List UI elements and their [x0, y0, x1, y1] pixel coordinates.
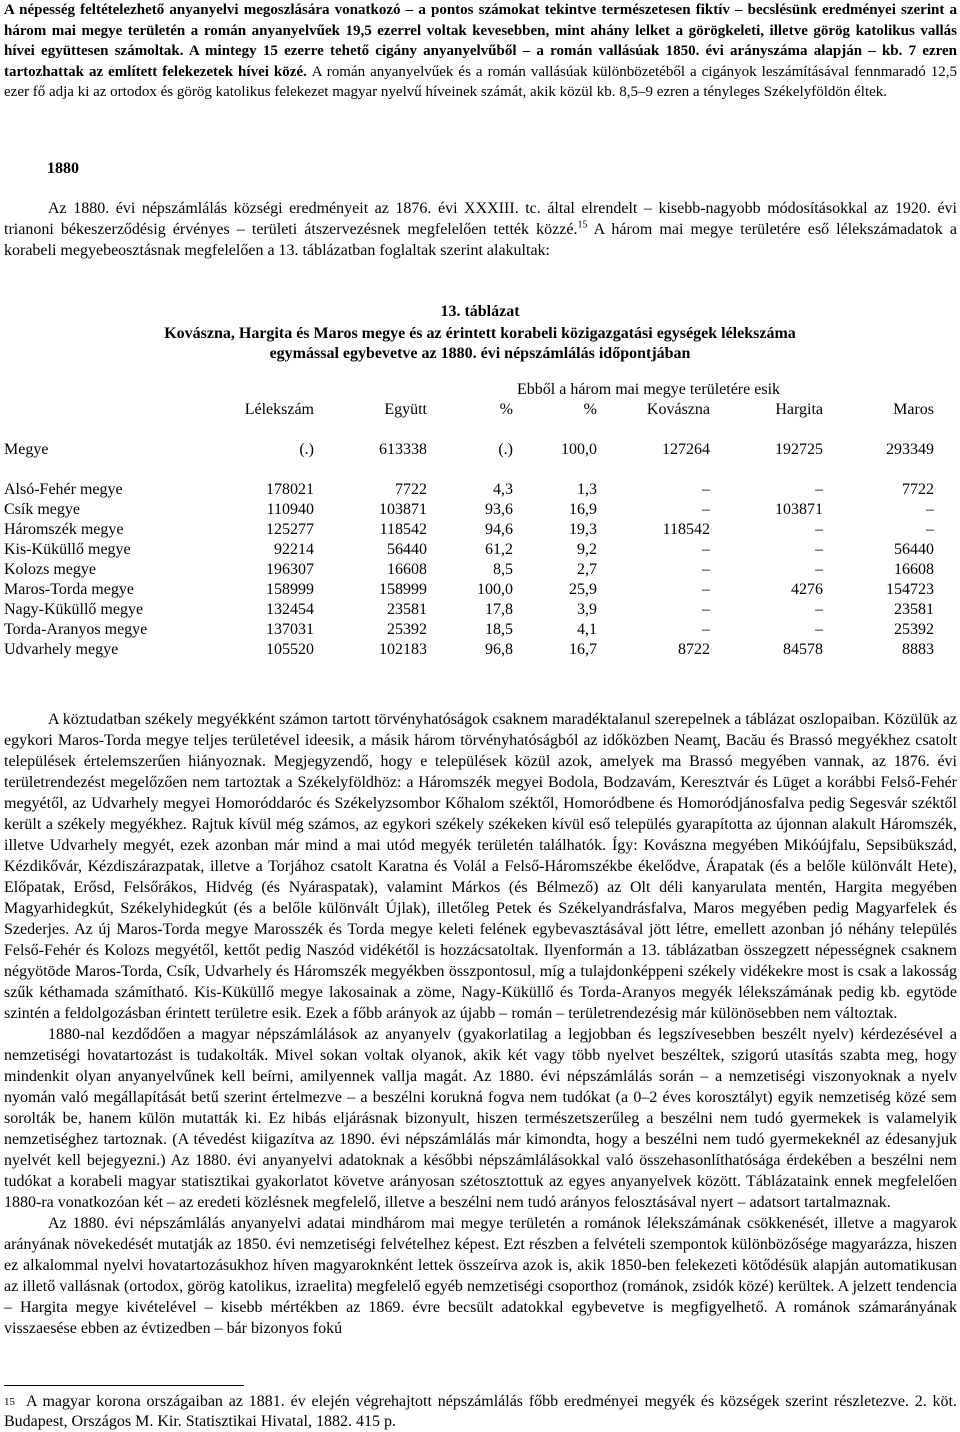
table-cell: –: [702, 561, 710, 578]
table-number: 13. táblázat: [440, 303, 520, 320]
intro-text-regular: A román anyanyelvűek és a román vallásúak különbözetéből a cigányok leszámításával fennmaradó 12,5 ezer fő adja ki az ortodox és görög katolikus felekezet magyar nyelvű híveinek számát, akik közül kb. 8,5–9 ezren a tényleges Székelyföldön éltek.: [4, 63, 957, 100]
table-row: [4, 540, 934, 560]
table-cell: –: [702, 501, 710, 518]
row-label: Alsó-Fehér megye: [4, 481, 123, 498]
row-spacer: [4, 420, 934, 440]
table-cell: 100,0: [477, 581, 513, 598]
table-cell: 23581: [387, 601, 427, 618]
table-cell: 2,7: [577, 561, 597, 578]
table-cell: 137031: [266, 621, 314, 638]
table-cell: 94,6: [485, 521, 513, 538]
table-cell: 105520: [266, 641, 314, 658]
footnote-text: A magyar korona országaiban az 1881. év elején végrehajtott népszámlálás főbb eredményei megyék és községek szerint részletezve. 2. köt. Budapest, Országos M. Kir. Statisztikai Hivatal, 1882. 415 p.: [4, 1393, 957, 1430]
table-title-line2: egymással egybevetve az 1880. évi népszámlálás időpontjában: [269, 345, 691, 362]
table-cell: 118542: [662, 521, 710, 538]
table-cell: 96,8: [485, 641, 513, 658]
table-cell: 110940: [266, 501, 314, 518]
table-cell: 8,5: [493, 561, 513, 578]
table-cell: 178021: [266, 481, 314, 498]
table-cell: 8883: [902, 641, 934, 658]
section-text-continued: A három mai megye területére eső lélekszámadatok a korabeli megyebeosztásnak megfelelően a 13. táblázatban foglaltak szerint alakultak:: [4, 221, 957, 259]
table-cell: 9,2: [577, 541, 597, 558]
row-label: Kis-Küküllő megye: [4, 541, 131, 558]
table-cell: 127264: [662, 441, 710, 458]
table-cell: 158999: [266, 581, 314, 598]
column-header: %: [499, 401, 513, 418]
table-cell: –: [926, 521, 934, 538]
table-cell: 61,2: [485, 541, 513, 558]
table-title: [0, 324, 960, 364]
table-row: [4, 640, 934, 660]
column-header: Hargita: [775, 401, 823, 418]
table-cell: 4,1: [577, 621, 597, 638]
table-cell: –: [815, 561, 823, 578]
table-cell: 102183: [379, 641, 427, 658]
body-text: [4, 709, 957, 1339]
header-blank: [4, 400, 222, 420]
table-body: [4, 420, 934, 660]
row-label: Nagy-Küküllő megye: [4, 601, 144, 618]
table-cell: 4,3: [493, 481, 513, 498]
table-cell: 103871: [379, 501, 427, 518]
row-label: Kolozs megye: [4, 561, 96, 578]
table-cell: 3,9: [577, 601, 597, 618]
table-cell: (.): [498, 441, 513, 458]
table-cell: 56440: [387, 541, 427, 558]
row-label: Maros-Torda megye: [4, 581, 134, 598]
table-cell: 103871: [775, 501, 823, 518]
table-column-header-row: [4, 400, 934, 420]
table-cell: 154723: [886, 581, 934, 598]
column-header: Kovászna: [646, 401, 710, 418]
table-cell: –: [702, 581, 710, 598]
table-cell: –: [702, 601, 710, 618]
table-row: [4, 560, 934, 580]
table-row: [4, 580, 934, 600]
row-spacer: [4, 460, 934, 480]
table-group-header-row: [4, 380, 934, 400]
table-row: [4, 520, 934, 540]
table-row: [4, 620, 934, 640]
table-cell: 25,9: [569, 581, 597, 598]
table-cell: 613338: [379, 441, 427, 458]
table-cell: 158999: [379, 581, 427, 598]
table-cell: 192725: [775, 441, 823, 458]
table-cell: 84578: [783, 641, 823, 658]
table-cell: 293349: [886, 441, 934, 458]
table-cell: –: [815, 621, 823, 638]
table-cell: 25392: [387, 621, 427, 638]
table-cell: –: [702, 481, 710, 498]
table-cell: 56440: [894, 541, 934, 558]
body-paragraph-1: A köztudatban székely megyékként számon tartott törvényhatóságok csaknem maradéktalanul szerepelnek a táblázat oszlopaiban. Közülük az egykori Maros-Torda megye teljes területével ideesik, a másik három törvényhatóságból az időközben Neamţ, Bacău és Brassó megyékhez csatolt települések értelemszerűen hiányoznak. Megjegyzendő, hogy e települések közül azok, amelyek ma Brassó megyében vannak, az 1876. évi területrendezést megelőzően nem tartoztak a Székelyföldhöz: a Háromszék megyei Bodola, Bodzavám, Keresztvár és Lüget a korábbi Felső-Fehér megyétől, az Udvarhely megyei Homoróddaróc és Székelyzsombor Kőhalom széktől, Homoródbene és Homoródjánosfalva pedig Segesvár széktől került a székely megyékhez. Rajtuk kívül még számos, az egykori székely székeken kívül eső település gyarapította az újonnan alakult Háromszék, illetve Udvarhely megyét, ezek azonban már mind a mai utód megyék területén találhatók. Így: Kovászna megyében Mikóújfalu, Sepsibükszád, Kézdikővár, Kézdiszárazpatak, illetve a Torjához csatolt Karatna és Volál a Felső-Háromszékbe ékelődve, Árapatak (és a belőle különvált Hete), Előpatak, Erősd, Felsőrákos, Hidvég (és Nyáraspatak), valamint Márkos (és Bélmező) az Olt déli kanyarulata mentén, Hargita megyében Magyarhidegkút, Székelyhidegkút (és a belőle különvált Újlak), illetőleg Petek és Székelyandrásfalva, Maros megyében pedig Magyarfelek és Szederjes. Az új Maros-Torda megye Marosszék és Torda megye keleti felének egybevasztásával jött létre, emellett azonban jó néhány település Felső-Fehér és Kolozs megyétől, kettőt pedig Naszód vidékétől is hozzácsatoltak. Ilyenformán a 13. táblázatban összegzett népességnek csaknem négyötöde Maros-Torda, Csík, Udvarhely és Háromszék megyékben összpontosul, míg a tulajdonképpeni székely vidékekre most is csak a lakosság szűk kéthamada számítható. Kis-Küküllő megye lakosainak a zöme, Nagy-Küküllő és Torda-Aranyos megyék lélekszámának pedig kb. egytöde szintén a feldolgozásban érintett területre esik. Ezek a főbb arányok az újabb – román – területrendezésig már különösebben nem változtak.: [4, 711, 957, 1022]
table-cell: 118542: [379, 521, 427, 538]
footnote-reference[interactable]: 15: [577, 219, 588, 231]
row-label: Torda-Aranyos megye: [4, 621, 148, 638]
table-cell: 25392: [894, 621, 934, 638]
table-cell: 18,5: [485, 621, 513, 638]
table-cell: –: [702, 541, 710, 558]
table-cell: 8722: [678, 641, 710, 658]
table-cell: –: [815, 521, 823, 538]
row-label: Csík megye: [4, 501, 80, 518]
column-header: %: [583, 401, 597, 418]
table-cell: –: [702, 621, 710, 638]
table-cell: 7722: [395, 481, 427, 498]
row-label: Megye: [4, 441, 49, 458]
table-cell: –: [815, 481, 823, 498]
intro-paragraph: [4, 0, 957, 103]
row-label: Háromszék megye: [4, 521, 124, 538]
table-cell: 4276: [791, 581, 823, 598]
table-cell: 100,0: [561, 441, 597, 458]
table-cell: 7722: [902, 481, 934, 498]
table-row: [4, 500, 934, 520]
table-cell: (.): [299, 441, 314, 458]
table-row: [4, 480, 934, 500]
section-heading: 1880: [47, 160, 79, 177]
table-total-row: [4, 440, 934, 460]
table-cell: 16,9: [569, 501, 597, 518]
body-paragraph-2: 1880-nal kezdődően a magyar népszámlálások az anyanyelv (gyakorlatilag a legjobban és legszívesebben beszélt nyelv) kérdezésével a nemzetiségi hovatartozást is tudakolták. Mivel sokan voltak olyanok, akik két vagy több nyelvet beszéltek, szigorú utasítás szabta meg, hogy mindenkit olyan anyanyelvűnek kell beírni, amilyennek vallja magát. Az 1880. évi népszámlálás során – a nemzetiségi viszonyoknak a nyelv nyomán való megállapítását betű szerint értelmezve – a beszélni korukná fogva nem tudókat (a 0–2 éves korosztályt) egyik nemzetiség közé sem sorolták be, hanem külön mutatták ki. Ez hibás eljárásnak bizonyult, hiszen természetszerűleg a beszélni nem tudó gyermekek is valamelyik nemzetiséghez tartoznak. (A tévedést kiigazítva az 1890. évi népszámlálás már kimondta, hogy a beszélni nem tudó gyermekeknél az édesanyjuk nyelvét kell bejegyezni.) Az 1880. évi anyanyelvi adatoknak a későbbi népszámlálásokkal való összehasonlíthatósága érdekében a beszélni nem tudókat a korabeli magyar statisztikai gyakorlatot követve arányosan szétosztottuk az egyes anyanyelvek között. Táblázataink ennek megfelelően 1880-ra vonatkozóan két – az eredeti közlésnek megfelelő, illetve a beszélni nem tudó arányos felosztásával nyert – adatsort tartalmaznak.: [4, 1026, 957, 1211]
table-cell: 196307: [266, 561, 314, 578]
footnote-divider: [4, 1385, 244, 1386]
table-cell: –: [815, 541, 823, 558]
footnote: [4, 1392, 957, 1432]
intro-text-bold: A népesség feltételezhető anyanyelvi megoszlására vonatkozó – a pontos számokat tekintve természetesen fiktív – becslésünk eredményei szerint a három mai megye területén a román anyanyelvűek 19,5 ezerrel voltak kevesebben, mint ahány lelket a görögkeleti, illetve görög katolikus vallás hívei együttesen számoltak. A mintegy 15 ezerre tehető cigány anyanyelvűből – a román vallásúak 1850. évi arányszáma alapján – kb. 7 ezren tartozhattak az említett felekezetek hívei közé.: [4, 2, 957, 80]
table-cell: 17,8: [485, 601, 513, 618]
table-cell: –: [926, 501, 934, 518]
table-cell: 1,3: [577, 481, 597, 498]
group-header: Ebből a három mai megye területére esik: [517, 381, 781, 398]
table-cell: 125277: [266, 521, 314, 538]
table-cell: 19,3: [569, 521, 597, 538]
table-cell: 92214: [274, 541, 314, 558]
row-label: Udvarhely megye: [4, 641, 119, 658]
table-row: [4, 600, 934, 620]
footnote-mark: 15: [4, 1396, 15, 1408]
table-cell: 132454: [266, 601, 314, 618]
table-cell: 93,6: [485, 501, 513, 518]
column-header: Lélekszám: [244, 401, 314, 418]
table-cell: –: [815, 601, 823, 618]
section-paragraph: [4, 198, 957, 261]
section-text: Az 1880. évi népszámlálás községi eredményeit az 1876. évi XXXIII. tc. által elrendelt – kisebb-nagyobb módosításokkal az 1920. évi trianoni békeszerződésig érvényes – területi átszervezésnek megfelelően tették közzé.: [4, 200, 957, 238]
column-header: Maros: [893, 401, 934, 418]
table-cell: 23581: [894, 601, 934, 618]
column-header: Együtt: [384, 401, 427, 418]
body-paragraph-3: Az 1880. évi népszámlálás anyanyelvi adatai mindhárom mai megye területén a románok lélekszámának csökkenését, illetve a magyarok arányának növekedését mutatják az 1850. évi nemzetiségi felvételhez képest. Ezt részben a felvételi szempontok különbözősége magyarázza, hiszen ez alkalommal nyelvi hovatartozásukhoz híven magyaroknként lettek összeírva azok is, akik 1850-ben felekezeti kötődésük alapján automatikusan az illető vallásnak (ortodox, görög katolikus, izraelita) megfelelő egyéb nemzetiségi csoporthoz (románok, zsidók közé) kerültek. A jelzett tendencia – Hargita megye kivételével – kisebb mértékben az 1869. évre becsült adatokkal egybevetve is megfigyelhető. A románok számarányának visszaesése ebben az évtizedben – bár bizonyos fokú: [4, 1215, 957, 1337]
table-cell: 16608: [894, 561, 934, 578]
table-title-line1: Kovászna, Hargita és Maros megye és az érintett korabeli közigazgatási egységek lélekszáma: [164, 325, 796, 342]
data-table: [4, 380, 934, 660]
table-cell: 16,7: [569, 641, 597, 658]
table-cell: 16608: [387, 561, 427, 578]
